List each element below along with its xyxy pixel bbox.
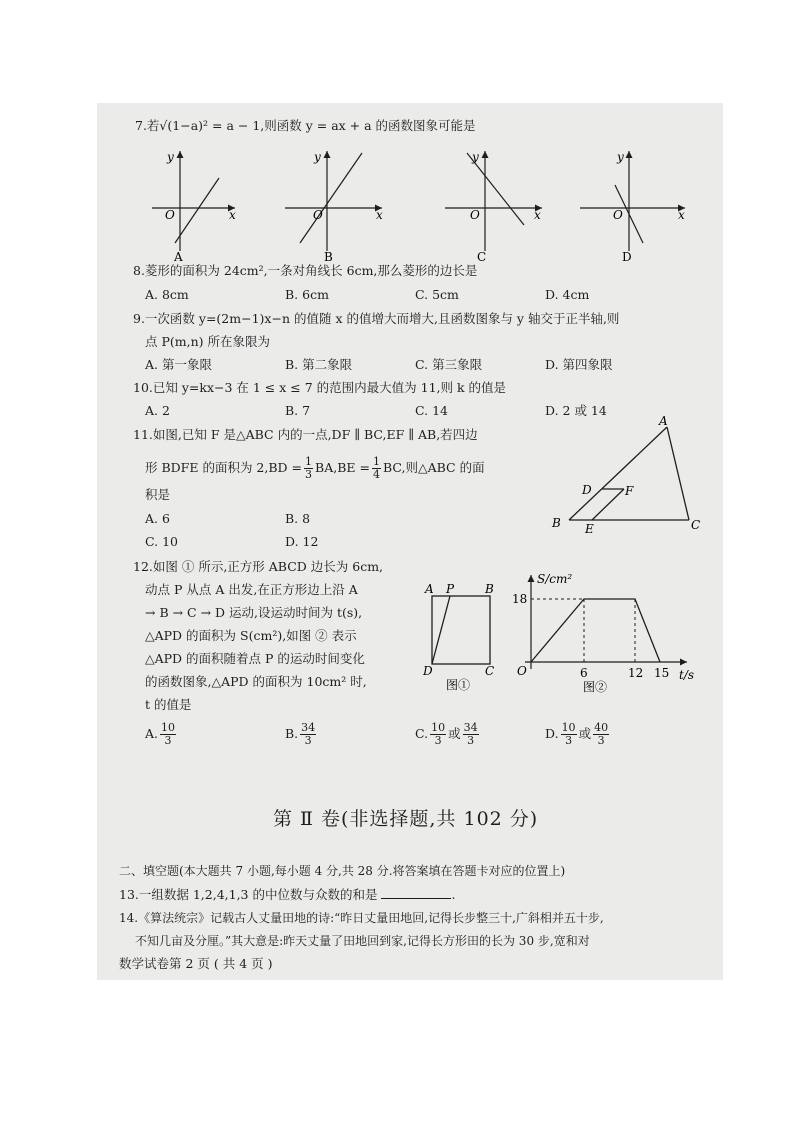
q8-option-c[interactable]: C. 5cm — [415, 287, 459, 302]
q12-fig1-label-d: D — [423, 664, 433, 678]
q7d-o: O — [613, 208, 623, 222]
q7b-y: y — [314, 150, 321, 164]
q12-line-4: △APD 的面积为 S(cm²),如图 ② 表示 — [145, 628, 357, 643]
q8-option-d[interactable]: D. 4cm — [545, 287, 590, 302]
q10-option-d[interactable]: D. 2 或 14 — [545, 403, 607, 418]
q7c-o: O — [470, 208, 480, 222]
q12-line-2: 动点 P 从点 A 出发,在正方形边上沿 A — [145, 582, 358, 597]
q12-figure-2-graph — [507, 569, 707, 694]
q7-graph-a — [147, 143, 247, 263]
q12-option-a[interactable] — [145, 720, 178, 748]
q11-option-b[interactable]: B. 8 — [285, 511, 311, 526]
q12-line-1: 12.如图 ① 所示,正方形 ABCD 边长为 6cm, — [133, 559, 384, 574]
q12-fig2-xtick-15: 15 — [654, 666, 670, 680]
q7d-label: D — [622, 250, 632, 263]
q12-fig2-xtick-6: 6 — [580, 666, 588, 680]
q11-label-f: F — [625, 484, 634, 498]
q11-line3: 积是 — [145, 487, 171, 502]
q10-stem: 10.已知 y=kx−3 在 1 ≤ x ≤ 7 的范围内最大值为 11,则 k 的值是 — [133, 380, 507, 395]
q8-stem: 8.菱形的面积为 24cm²,一条对角线长 6cm,那么菱形的边长是 — [133, 263, 478, 278]
q10-option-a[interactable]: A. 2 — [145, 403, 170, 418]
q14-line2: 不知几亩及分厘。”其大意是:昨天丈量了田地回到家,记得长方形田的长为 30 步,宽和对 — [135, 934, 590, 948]
q11-line2-b: BA,BE = — [315, 460, 370, 475]
q12-option-c-frac-2: $\frac{34}{3}$ — [463, 721, 478, 747]
q7-stem: 7.若√(1−a)² = a − 1,则函数 y = ax + a 的函数图象可能是 — [135, 118, 476, 133]
q12-option-a-prefix: A. — [145, 726, 159, 741]
q11-label-d: D — [582, 483, 592, 497]
q12-option-c-frac-1: $\frac{10}{3}$ — [431, 721, 446, 747]
q12-line-3: → B → C → D 运动,设运动时间为 t(s), — [145, 605, 363, 620]
q12-option-d-or: 或 — [578, 726, 592, 741]
q7-graph-c — [442, 143, 552, 263]
q7a-label: A — [174, 250, 183, 263]
q12-option-b-frac: $\frac{34}{3}$ — [301, 721, 316, 747]
q14-line1: 14.《算法统宗》记载古人丈量田地的诗:“昨日丈量田地回,记得长步整三十,广斜相并五十步, — [119, 911, 604, 925]
q12-line-7: t 的值是 — [145, 697, 192, 712]
q11-triangle-figure — [549, 415, 709, 537]
q9-option-d[interactable]: D. 第四象限 — [545, 357, 613, 372]
q12-fig1-caption: 图① — [446, 678, 471, 691]
q13-answer-blank[interactable] — [381, 886, 451, 899]
q7c-y: y — [472, 150, 479, 164]
q11-label-a: A — [659, 415, 668, 428]
q12-figure-1-square — [422, 581, 502, 691]
q11-line2 — [145, 455, 485, 481]
section-2-title: 第 Ⅱ 卷(非选择题,共 102 分) — [273, 808, 539, 830]
q12-option-b[interactable] — [285, 720, 318, 748]
q12-fig1-label-a: A — [425, 582, 434, 596]
q12-option-c-or: 或 — [448, 726, 461, 741]
q11-line2-c: BC,则△ABC 的面 — [382, 460, 485, 475]
page-footer: 数学试卷第 2 页 ( 共 4 页 ) — [119, 956, 273, 971]
q12-fig1-label-c: C — [485, 664, 495, 678]
q11-frac-one-third: $\frac{1}{3}$ — [305, 455, 313, 481]
q12-fig2-ylabel: S/cm² — [537, 572, 573, 586]
q11-line2-a: 形 BDFE 的面积为 2,BD = — [145, 460, 303, 475]
exam-paper — [97, 103, 723, 980]
q11-option-a[interactable]: A. 6 — [145, 511, 170, 526]
q11-label-b: B — [552, 516, 561, 530]
q12-fig1-label-b: B — [485, 582, 494, 596]
q12-option-d-prefix: D. — [545, 726, 559, 741]
q12-line-5: △APD 的面积随着点 P 的运动时间变化 — [145, 651, 365, 666]
q7-graph-d — [577, 143, 692, 263]
q7d-y: y — [617, 150, 624, 164]
q12-option-d[interactable] — [545, 720, 611, 748]
fill-blank-heading: 二、填空题(本大题共 7 小题,每小题 4 分,共 28 分.将答案填在答题卡对应的位置上) — [119, 864, 566, 878]
q13-end: . — [451, 887, 456, 902]
q11-frac-one-quarter: $\frac{1}{4}$ — [372, 455, 380, 481]
q7a-o: O — [165, 208, 175, 222]
q13-line — [119, 886, 455, 903]
q11-option-d[interactable]: D. 12 — [285, 534, 319, 549]
q12-fig2-xtick-12: 12 — [628, 666, 644, 680]
q10-option-b[interactable]: B. 7 — [285, 403, 311, 418]
q7d-x: x — [678, 208, 685, 222]
q11-option-c[interactable]: C. 10 — [145, 534, 178, 549]
q13-stem: 13.一组数据 1,2,4,1,3 的中位数与众数的和是 — [119, 887, 378, 902]
q12-fig2-origin: O — [517, 664, 527, 678]
q10-option-c[interactable]: C. 14 — [415, 403, 448, 418]
q9-option-b[interactable]: B. 第二象限 — [285, 357, 353, 372]
q11-line1: 11.如图,已知 F 是△ABC 内的一点,DF ∥ BC,EF ∥ AB,若四边 — [133, 427, 478, 442]
q12-fig2-ytick: 18 — [512, 592, 528, 606]
q12-option-d-frac-2: $\frac{40}{3}$ — [594, 721, 609, 747]
q11-label-e: E — [585, 522, 594, 536]
q8-option-a[interactable]: A. 8cm — [145, 287, 189, 302]
q12-fig2-xlabel: t/s — [679, 668, 695, 682]
q12-option-c-prefix: C. — [415, 726, 429, 741]
q7b-o: O — [313, 208, 323, 222]
q9-option-c[interactable]: C. 第三象限 — [415, 357, 483, 372]
q8-option-b[interactable]: B. 6cm — [285, 287, 329, 302]
q11-label-c: C — [691, 518, 701, 532]
q9-option-a[interactable]: A. 第一象限 — [145, 357, 212, 372]
q12-option-a-frac: $\frac{10}{3}$ — [161, 721, 176, 747]
q7b-label: B — [324, 250, 333, 263]
q12-fig1-label-p: P — [446, 582, 455, 596]
q12-option-d-frac-1: $\frac{10}{3}$ — [561, 721, 576, 747]
q12-fig2-caption: 图② — [583, 680, 608, 694]
q12-option-c[interactable] — [415, 720, 481, 748]
q7b-x: x — [376, 208, 383, 222]
q12-option-b-prefix: B. — [285, 726, 299, 741]
q12-line-6: 的函数图象,△APD 的面积为 10cm² 时, — [145, 674, 367, 689]
q7a-y: y — [167, 150, 174, 164]
q7c-label: C — [477, 250, 487, 263]
q7c-x: x — [534, 208, 541, 222]
q7a-x: x — [229, 208, 236, 222]
q7-graph-b — [282, 143, 392, 263]
q9-stem-line1: 9.一次函数 y=(2m−1)x−n 的值随 x 的值增大而增大,且函数图象与 y 轴交于正半轴,则 — [133, 311, 620, 326]
q9-stem-line2: 点 P(m,n) 所在象限为 — [145, 334, 270, 349]
